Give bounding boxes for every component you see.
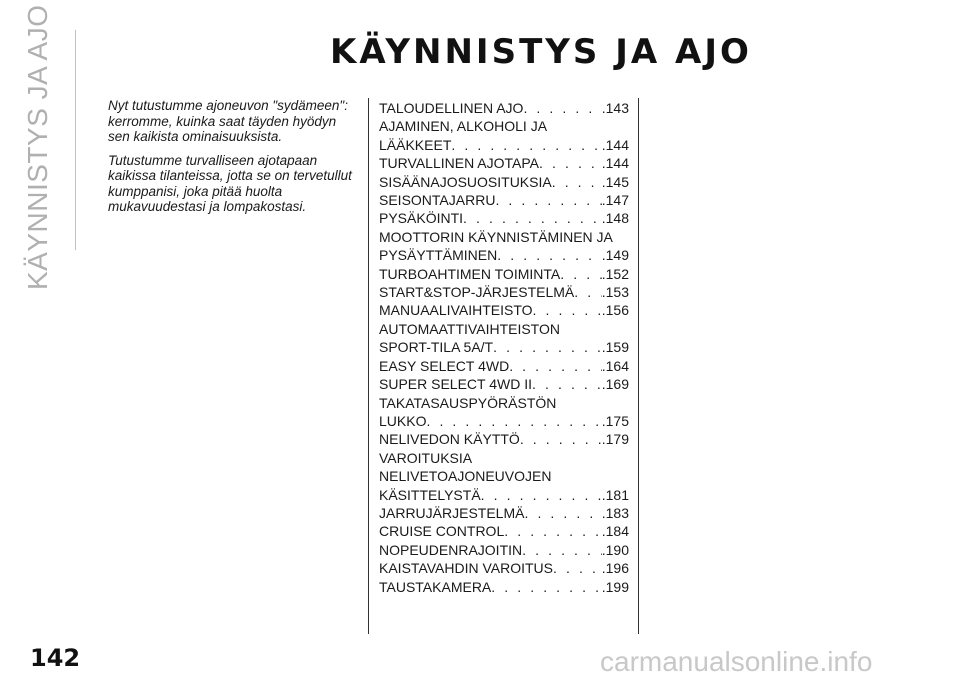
- toc-entry-label-line: MOOTTORIN KÄYNNISTÄMINEN JA: [379, 228, 613, 245]
- toc-entry[interactable]: [379, 228, 629, 265]
- toc-entry[interactable]: [379, 522, 629, 540]
- toc-page-number: .143: [601, 100, 629, 116]
- toc-page-number: .175: [601, 412, 629, 429]
- toc-entry[interactable]: [379, 578, 629, 596]
- toc-entry-label-line: VAROITUKSIA: [379, 449, 473, 466]
- toc-leader-dots: [560, 265, 602, 283]
- toc-entry-label: SPORT-TILA 5A/T: [379, 339, 494, 356]
- intro-paragraph: Nyt tutustumme ajoneuvon "sydämeen": kerromme, kuinka saat täyden hyödyn sen kaikista ominaisuuksista.: [108, 98, 348, 144]
- toc-page-number: .190: [601, 541, 629, 558]
- toc-page-number: .149: [601, 247, 629, 264]
- toc-leader-dots: [533, 301, 602, 319]
- toc-leader-dots: [493, 338, 602, 356]
- side-chapter-tab: KÄYNNISTYS JA AJO: [22, 4, 53, 290]
- toc-entry[interactable]: [379, 117, 629, 154]
- toc-leader-dots: [553, 559, 602, 577]
- toc-leader-dots: [504, 522, 602, 540]
- toc-entry-label: TAUSTAKAMERA: [379, 578, 492, 595]
- toc-entry[interactable]: [379, 375, 629, 393]
- toc-entry-label: SISÄÄNAJOSUOSITUKSIA: [379, 173, 552, 190]
- toc-page-number: .181: [601, 486, 629, 503]
- chapter-title: KÄYNNISTYS JA AJO: [330, 32, 752, 72]
- toc-entry-row: [379, 412, 629, 430]
- toc-entry-row: [379, 486, 629, 504]
- toc-page-number: .199: [601, 578, 629, 595]
- toc-leader-dots: [524, 504, 601, 522]
- toc-entry-label: PYSÄKÖINTI: [379, 210, 464, 227]
- toc-leader-dots: [532, 375, 602, 393]
- toc-entry-row: [379, 559, 629, 577]
- toc-entry[interactable]: [379, 173, 629, 191]
- toc-entry[interactable]: [379, 559, 629, 577]
- toc-page-number: .159: [601, 339, 629, 356]
- toc-leader-dots: [509, 357, 602, 375]
- toc-entry[interactable]: [379, 209, 629, 227]
- toc-entry[interactable]: [379, 430, 629, 448]
- toc-entry[interactable]: [379, 541, 629, 559]
- toc-page-number: .169: [601, 376, 629, 393]
- toc-entry[interactable]: [379, 394, 629, 431]
- toc-entry[interactable]: [379, 154, 629, 172]
- toc-entry-row: [379, 136, 629, 154]
- page-number: 142: [30, 644, 81, 672]
- side-divider: [75, 30, 76, 250]
- toc-entry-row: [379, 541, 629, 559]
- toc-leader-dots: [523, 99, 601, 117]
- toc-page-number: .144: [601, 155, 629, 172]
- toc-leader-dots: [481, 486, 602, 504]
- toc-leader-dots: [574, 283, 601, 301]
- toc-entry-label: LÄÄKKEET: [379, 136, 452, 153]
- toc-entry-label: START&STOP-JÄRJESTELMÄ: [379, 284, 575, 301]
- toc-entry-label-line: NELIVETOAJONEUVOJEN: [379, 468, 552, 485]
- toc-entry-label: NOPEUDENRAJOITIN: [379, 541, 523, 558]
- toc-leader-dots: [520, 430, 602, 448]
- toc-leader-dots: [451, 136, 601, 154]
- toc-entry-row: [379, 375, 629, 393]
- toc-page-number: .156: [601, 302, 629, 319]
- toc-entry-label: CRUISE CONTROL: [379, 523, 505, 540]
- toc-page-number: .184: [601, 523, 629, 540]
- toc-entry-label: JARRUJÄRJESTELMÄ: [379, 504, 525, 521]
- toc-leader-dots: [495, 191, 601, 209]
- toc-entry[interactable]: [379, 99, 629, 117]
- column-divider-left: [368, 98, 369, 634]
- column-divider-right: [638, 98, 639, 634]
- toc-entry-row: [379, 578, 629, 596]
- toc-entry-label: TALOUDELLINEN AJO: [379, 100, 524, 116]
- toc-entry-label: TURVALLINEN AJOTAPA: [379, 155, 540, 172]
- toc-leader-dots: [463, 209, 602, 227]
- toc-entry-row: [379, 522, 629, 540]
- toc-leader-dots: [491, 578, 601, 596]
- toc-entry-label-line: AJAMINEN, ALKOHOLI JA: [379, 118, 548, 135]
- toc-leader-dots: [539, 154, 602, 172]
- toc-leader-dots: [426, 412, 601, 430]
- toc-page-number: .153: [601, 284, 629, 301]
- toc-entry[interactable]: [379, 301, 629, 319]
- toc-entry-row: [379, 154, 629, 172]
- toc-page-number: .145: [601, 173, 629, 190]
- toc-entry[interactable]: [379, 357, 629, 375]
- toc-entry-row: [379, 99, 629, 117]
- toc-entry-label: NELIVEDON KÄYTTÖ: [379, 431, 520, 448]
- intro-text: [108, 98, 356, 223]
- toc-entry[interactable]: [379, 504, 629, 522]
- toc-leader-dots: [552, 173, 602, 191]
- toc-entry-label-line: AUTOMAATTIVAIHTEISTON: [379, 320, 560, 337]
- toc-entry[interactable]: [379, 191, 629, 209]
- toc-page-number: .147: [601, 192, 629, 209]
- toc-page-number: .152: [601, 265, 629, 282]
- toc-entry-label: PYSÄYTTÄMINEN: [379, 247, 498, 264]
- toc-entry-label: SEISONTAJARRU: [379, 192, 496, 209]
- toc-entry[interactable]: [379, 320, 629, 357]
- toc-entry-label: MANUAALIVAIHTEISTO: [379, 302, 533, 319]
- toc-entry-row: [379, 301, 629, 319]
- table-of-contents: [379, 99, 629, 596]
- toc-entry-label: EASY SELECT 4WD: [379, 357, 510, 374]
- intro-paragraph: Tutustumme turvalliseen ajotapaan kaikissa tilanteissa, jotta se on tervetullut kumppanisi, joka pitää huolta mukavuudestasi ja lompakostasi.: [108, 152, 352, 214]
- toc-page-number: .183: [601, 504, 629, 521]
- toc-page-number: .148: [601, 210, 629, 227]
- toc-leader-dots: [497, 246, 602, 264]
- toc-entry[interactable]: [379, 283, 629, 301]
- toc-entry-row: [379, 504, 629, 522]
- toc-entry-label: KAISTAVAHDIN VAROITUS: [379, 560, 553, 577]
- toc-entry[interactable]: [379, 449, 629, 504]
- watermark: carmanualsonline.info: [600, 646, 873, 677]
- toc-page-number: .164: [601, 357, 629, 374]
- toc-entry[interactable]: [379, 265, 629, 283]
- toc-entry-label: LUKKO: [379, 412, 427, 429]
- toc-entry-row: [379, 357, 629, 375]
- toc-entry-row: [379, 265, 629, 283]
- toc-entry-row: [379, 338, 629, 356]
- toc-page-number: .196: [601, 560, 629, 577]
- toc-entry-row: [379, 209, 629, 227]
- toc-leader-dots: [522, 541, 602, 559]
- toc-page-number: .179: [601, 431, 629, 448]
- toc-entry-row: [379, 283, 629, 301]
- toc-entry-row: [379, 430, 629, 448]
- toc-entry-label: SUPER SELECT 4WD II: [379, 376, 533, 393]
- toc-page-number: .144: [601, 136, 629, 153]
- toc-entry-row: [379, 246, 629, 264]
- toc-entry-row: [379, 173, 629, 191]
- toc-entry-label-line: TAKATASAUSPYÖRÄSTÖN: [379, 394, 557, 411]
- toc-entry-label: TURBOAHTIMEN TOIMINTA: [379, 265, 561, 282]
- toc-entry-row: [379, 191, 629, 209]
- toc-entry-label: KÄSITTELYSTÄ: [379, 486, 481, 503]
